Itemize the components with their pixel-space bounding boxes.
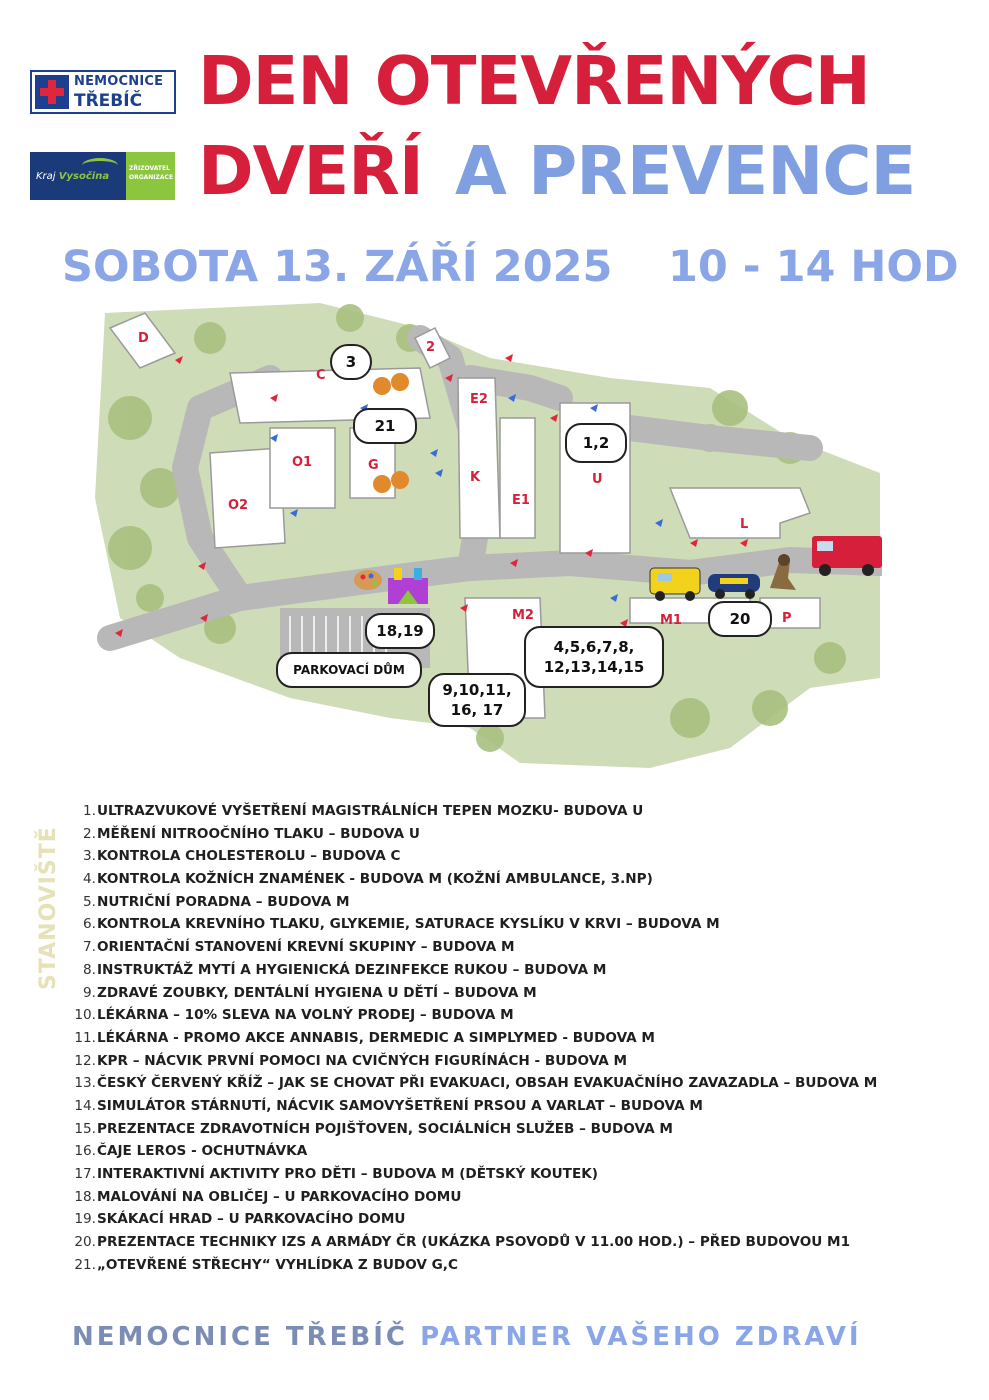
- station-item: [68, 1211, 968, 1234]
- station-item: [68, 1234, 968, 1257]
- station-text: KONTROLA KOŽNÍCH ZNAMÉNEK - BUDOVA M (KOŽNÍ AMBULANCE, 3.NP): [97, 871, 653, 888]
- building-label-D: D: [138, 331, 149, 346]
- building-label-L: L: [740, 517, 749, 532]
- page-title-line1: DEN OTEVŘENÝCH: [198, 42, 870, 120]
- kraj-logo-text: Kraj Vysočina: [36, 171, 110, 182]
- station-number: 11.: [74, 1029, 96, 1046]
- hospital-cross-icon: [35, 75, 69, 109]
- station-number: 21.: [74, 1256, 96, 1273]
- station-item: [68, 1121, 968, 1144]
- station-bubble-9-17: 9,10,11, 16, 17: [428, 673, 526, 727]
- zrizovatel-text: ZŘIZOVATEL ORGANIZACE: [129, 165, 174, 181]
- event-time: 10 - 14 HOD: [668, 242, 959, 292]
- station-text: SIMULÁTOR STÁRNUTÍ, NÁCVIK SAMOVYŠETŘENÍ PRSOU A VARLAT – BUDOVA M: [97, 1097, 703, 1114]
- station-text: SKÁKACÍ HRAD – U PARKOVACÍHO DOMU: [97, 1211, 406, 1228]
- station-number: 1.: [83, 803, 96, 819]
- station-item: [68, 1053, 968, 1076]
- station-item: [68, 939, 968, 962]
- station-bubble-18-19: 18,19: [365, 613, 435, 649]
- station-number: 2.: [83, 825, 96, 842]
- station-number: 9.: [83, 984, 96, 1001]
- building-label-C: C: [316, 368, 326, 383]
- station-number: 7.: [83, 939, 96, 956]
- station-item: [68, 1007, 968, 1030]
- station-text: ZDRAVÉ ZOUBKY, DENTÁLNÍ HYGIENA U DĚTÍ – BUDOVA M: [97, 984, 537, 1001]
- station-text: ČESKÝ ČERVENÝ KŘÍŽ – JAK SE CHOVAT PŘI EVAKUACI, OBSAH EVAKUAČNÍHO ZAVAZADLA – BUDOVA M: [97, 1075, 878, 1092]
- station-number: 4.: [83, 871, 96, 888]
- stations-heading: STANOVIŠTĚ: [36, 826, 61, 990]
- station-text: INSTRUKTÁŽ MYTÍ A HYGIENICKÁ DEZINFEKCE RUKOU – BUDOVA M: [97, 961, 607, 978]
- station-text: NUTRIČNÍ PORADNA – BUDOVA M: [97, 893, 350, 910]
- footer-slogan: NEMOCNICE TŘEBÍČ PARTNER VAŠEHO ZDRAVÍ: [72, 1322, 862, 1352]
- station-number: 5.: [83, 893, 96, 910]
- station-text: PREZENTACE ZDRAVOTNÍCH POJIŠŤOVEN, SOCIÁLNÍCH SLUŽEB – BUDOVA M: [97, 1120, 673, 1137]
- building-label-O2: O2: [228, 498, 249, 513]
- station-text: PREZENTACE TECHNIKY IZS A ARMÁDY ČR (UKÁZKA PSOVODŮ V 11.00 HOD.) – PŘED BUDOVOU M1: [97, 1234, 851, 1251]
- campus-map: [90, 298, 882, 768]
- station-item: [68, 1143, 968, 1166]
- station-text: ČAJE LEROS - OCHUTNÁVKA: [97, 1143, 308, 1160]
- station-item: [68, 916, 968, 939]
- station-number: 19.: [74, 1211, 96, 1228]
- station-bubble-4-15: 4,5,6,7,8, 12,13,14,15: [524, 626, 664, 688]
- station-number: 16.: [74, 1143, 96, 1160]
- station-number: 14.: [74, 1097, 96, 1114]
- station-text: MĚŘENÍ NITROOČNÍHO TLAKU – BUDOVA U: [97, 825, 420, 842]
- station-number: 13.: [74, 1075, 96, 1092]
- building-label-P: P: [782, 611, 792, 626]
- building-label-M2: M2: [512, 608, 534, 623]
- station-text: KONTROLA KREVNÍHO TLAKU, GLYKEMIE, SATURACE KYSLÍKU V KRVI – BUDOVA M: [97, 916, 720, 933]
- station-text: KONTROLA CHOLESTEROLU – BUDOVA C: [97, 848, 401, 865]
- station-item: [68, 1189, 968, 1212]
- station-bubble-21: 21: [353, 408, 417, 444]
- building-label-M1: M1: [660, 613, 682, 628]
- station-item: [68, 962, 968, 985]
- station-number: 10.: [74, 1007, 96, 1024]
- station-item: [68, 1075, 968, 1098]
- station-bubble-3: 3: [330, 344, 372, 380]
- building-label-U: U: [592, 472, 603, 487]
- building-label-2: 2: [426, 340, 436, 355]
- station-text: LÉKÁRNA – 10% SLEVA NA VOLNÝ PRODEJ – BUDOVA M: [97, 1007, 514, 1024]
- station-number: 15.: [74, 1120, 96, 1137]
- station-item: [68, 985, 968, 1008]
- station-text: KPR – NÁCVIK PRVNÍ POMOCI NA CVIČNÝCH FIGURÍNÁCH - BUDOVA M: [97, 1052, 628, 1069]
- station-text: INTERAKTIVNÍ AKTIVITY PRO DĚTI – BUDOVA M (DĚTSKÝ KOUTEK): [97, 1166, 598, 1182]
- station-number: 6.: [83, 916, 96, 933]
- station-text: „OTEVŘENÉ STŘECHY“ VYHLÍDKA Z BUDOV G,C: [97, 1256, 458, 1273]
- building-label-G: G: [368, 458, 379, 473]
- station-text: MALOVÁNÍ NA OBLIČEJ – U PARKOVACÍHO DOMU: [97, 1188, 462, 1205]
- station-item: [68, 826, 968, 849]
- station-item: [68, 1030, 968, 1053]
- kraj-vysocina-logo: [30, 152, 175, 200]
- station-bubble-20: 20: [708, 601, 772, 637]
- station-text: ORIENTAČNÍ STANOVENÍ KREVNÍ SKUPINY – BUDOVA M: [97, 939, 515, 956]
- station-number: 17.: [74, 1166, 96, 1182]
- hospital-logo-line1: NEMOCNICE: [74, 74, 164, 89]
- station-text: LÉKÁRNA - PROMO AKCE ANNABIS, DERMEDIC A SIMPLYMED - BUDOVA M: [97, 1029, 655, 1046]
- station-item: [68, 848, 968, 871]
- station-number: 3.: [83, 848, 96, 865]
- station-item: [68, 1098, 968, 1121]
- station-number: 12.: [74, 1052, 96, 1069]
- parking-house-label: PARKOVACÍ DŮM: [276, 652, 422, 688]
- stations-list: [68, 803, 968, 1279]
- building-label-E2: E2: [470, 392, 488, 407]
- face-paint-palette-icon: [354, 570, 382, 590]
- station-bubble-1-2: 1,2: [565, 423, 627, 463]
- building-label-E1: E1: [512, 493, 530, 508]
- event-date: SOBOTA 13. ZÁŘÍ 2025: [62, 242, 613, 292]
- station-number: 18.: [74, 1188, 96, 1205]
- station-number: 20.: [74, 1234, 96, 1251]
- station-item: [68, 894, 968, 917]
- station-item: [68, 1166, 968, 1189]
- page-title-line2a: DVEŘÍ: [198, 132, 423, 210]
- page-title-line2b: A PREVENCE: [455, 132, 916, 210]
- hospital-logo: [30, 70, 176, 114]
- station-item: [68, 1257, 968, 1280]
- station-item: [68, 803, 968, 826]
- station-text: ULTRAZVUKOVÉ VYŠETŘENÍ MAGISTRÁLNÍCH TEPEN MOZKU- BUDOVA U: [97, 803, 644, 819]
- station-item: [68, 871, 968, 894]
- hospital-logo-line2: TŘEBÍČ: [74, 91, 143, 111]
- building-label-O1: O1: [292, 455, 313, 470]
- station-number: 8.: [83, 961, 96, 978]
- building-label-K: K: [470, 470, 481, 485]
